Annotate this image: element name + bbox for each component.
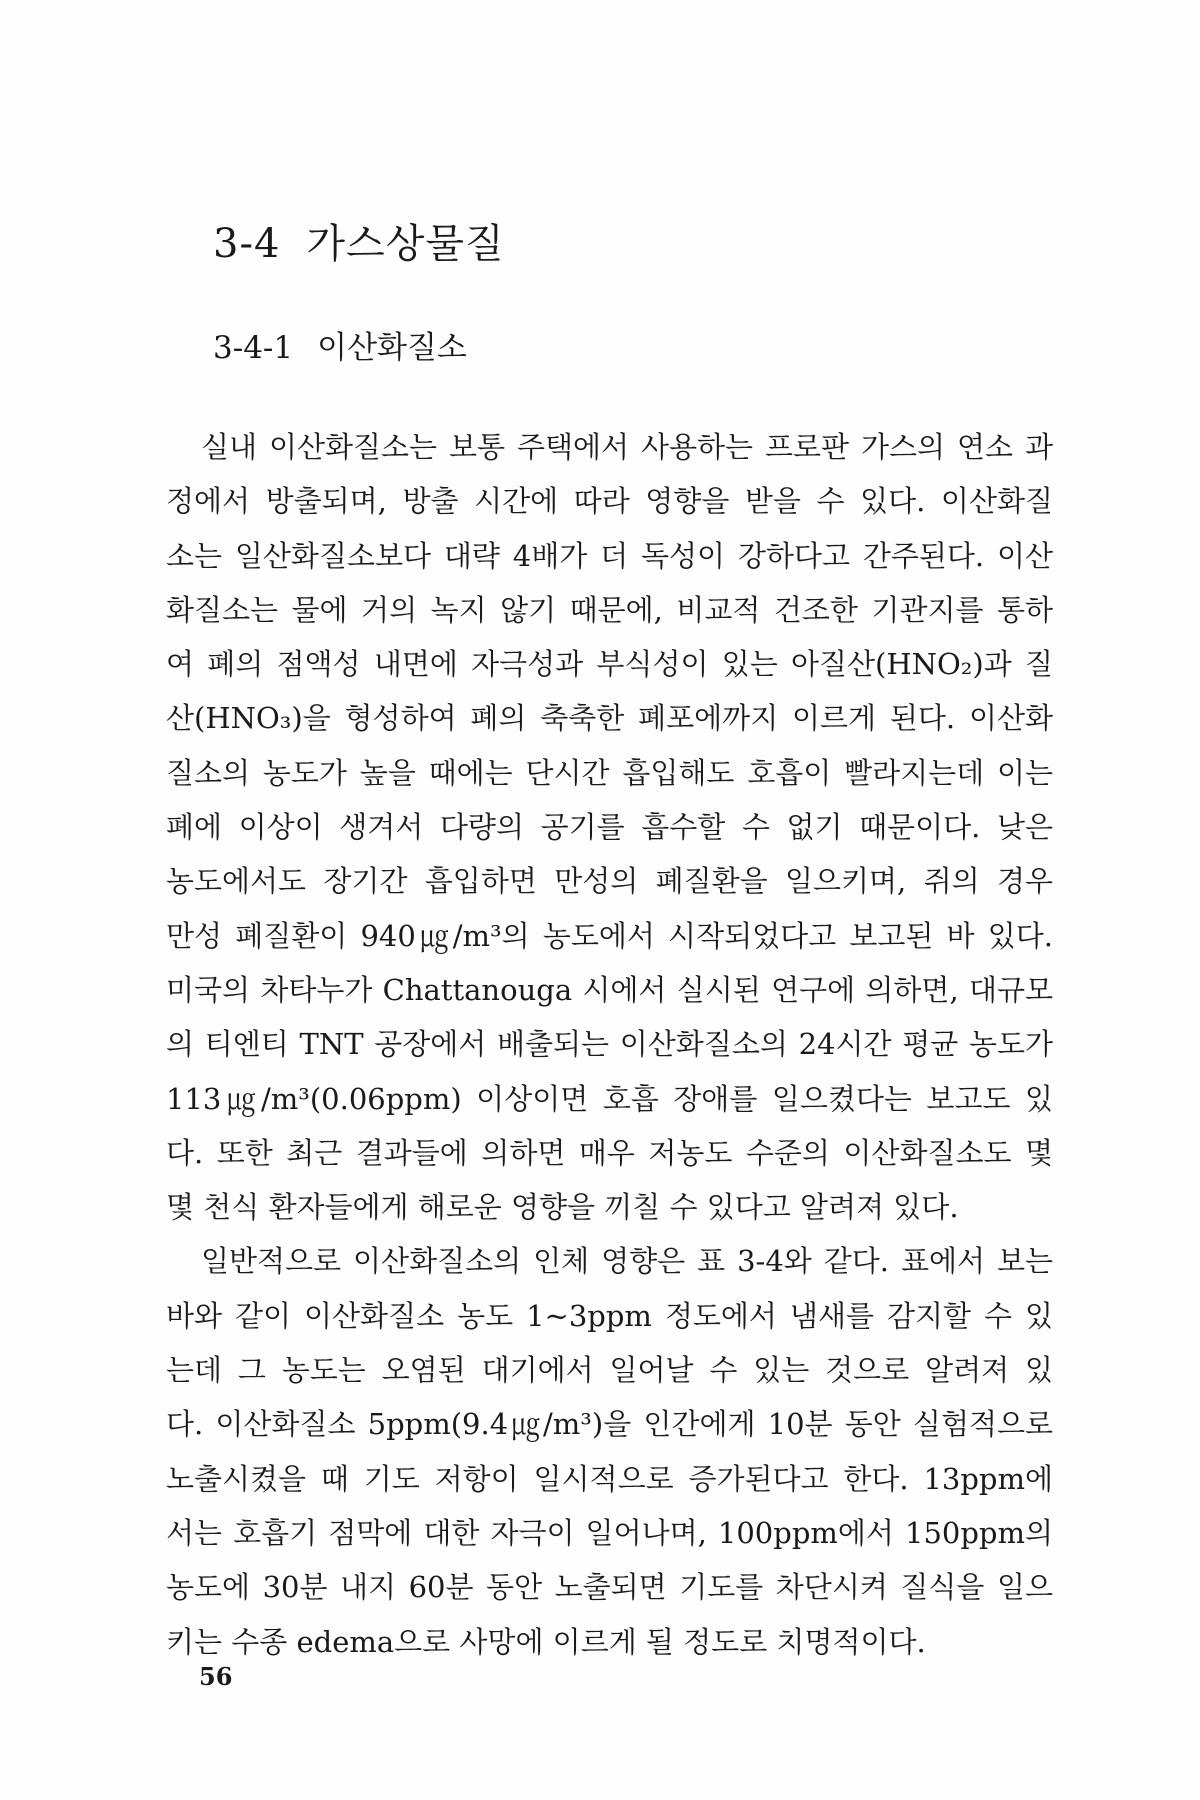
text-line: 폐에 이상이 생겨서 다량의 공기를 흡수할 수 없기 때문이다. 낮은: [166, 810, 1053, 845]
text-line: 다. 이산화질소 5ppm(9.4㎍/m³)을 인간에게 10분 동안 실험적으로: [166, 1407, 1053, 1442]
text-line: 일반적으로 이산화질소의 인체 영향은 표 3-4와 같다. 표에서 보는: [201, 1244, 1053, 1279]
body-text: [166, 420, 1053, 1669]
text-line: 실내 이산화질소는 보통 주택에서 사용하는 프로판 가스의 연소 과: [201, 430, 1053, 464]
text-line: 만성 폐질환이 940㎍/m³의 농도에서 시작되었다고 보고된 바 있다.: [166, 918, 1053, 953]
subsection-number: 3-4-1: [213, 330, 294, 366]
text-line: 산(HNO₃)을 형성하여 폐의 축축한 폐포에까지 이르게 된다. 이산화: [166, 701, 1053, 736]
text-line: 농도에서도 장기간 흡입하면 만성의 폐질환을 일으키며, 쥐의 경우: [166, 864, 1053, 899]
paragraph-1: [166, 420, 1053, 1234]
subsection-title: 이산화질소: [317, 330, 467, 366]
section-number: 3-4: [213, 221, 281, 267]
text-line: 미국의 차타누가 Chattanouga 시에서 실시된 연구에 의하면, 대규모: [166, 972, 1053, 1007]
text-line: 소는 일산화질소보다 대략 4배가 더 독성이 강하다고 간주된다. 이산: [166, 538, 1053, 573]
text-line: 정에서 방출되며, 방출 시간에 따라 영향을 받을 수 있다. 이산화질: [166, 484, 1053, 519]
page-number: 56: [199, 1662, 233, 1691]
text-line: 서는 호흡기 점막에 대한 자극이 일어나며, 100ppm에서 150ppm의: [166, 1515, 1053, 1550]
text-line: 다. 또한 최근 결과들에 의하면 매우 저농도 수준의 이산화질소도 몇: [166, 1135, 1053, 1170]
text-line: 바와 같이 이산화질소 농도 1∼3ppm 정도에서 냄새를 감지할 수 있: [166, 1298, 1053, 1333]
text-line: 여 폐의 점액성 내면에 자극성과 부식성이 있는 아질산(HNO₂)과 질: [166, 647, 1053, 682]
text-line: 화질소는 물에 거의 녹지 않기 때문에, 비교적 건조한 기관지를 통하: [166, 592, 1053, 627]
text-line: 113㎍/m³(0.06ppm) 이상이면 호흡 장애를 일으켰다는 보고도 있: [166, 1081, 1053, 1116]
text-line: 농도에 30분 내지 60분 동안 노출되면 기도를 차단시켜 질식을 일으: [166, 1570, 1053, 1605]
text-line: 노출시켰을 때 기도 저항이 일시적으로 증가된다고 한다. 13ppm에: [166, 1461, 1053, 1496]
paragraph-2: [166, 1234, 1053, 1668]
text-line: 질소의 농도가 높을 때에는 단시간 흡입해도 호흡이 빨라지는데 이는: [166, 755, 1053, 790]
section-title: 가스상물질: [306, 221, 505, 267]
text-line: 의 티엔티 TNT 공장에서 배출되는 이산화질소의 24시간 평균 농도가: [166, 1027, 1053, 1062]
section-heading: [213, 212, 505, 269]
text-line: 키는 수종 edema으로 사망에 이르게 될 정도로 치명적이다.: [166, 1624, 926, 1659]
text-line: 몇 천식 환자들에게 해로운 영향을 끼칠 수 있다고 알려져 있다.: [166, 1190, 959, 1225]
text-line: 는데 그 농도는 오염된 대기에서 일어날 수 있는 것으로 알려져 있: [166, 1353, 1053, 1388]
subsection-heading: [213, 322, 467, 367]
